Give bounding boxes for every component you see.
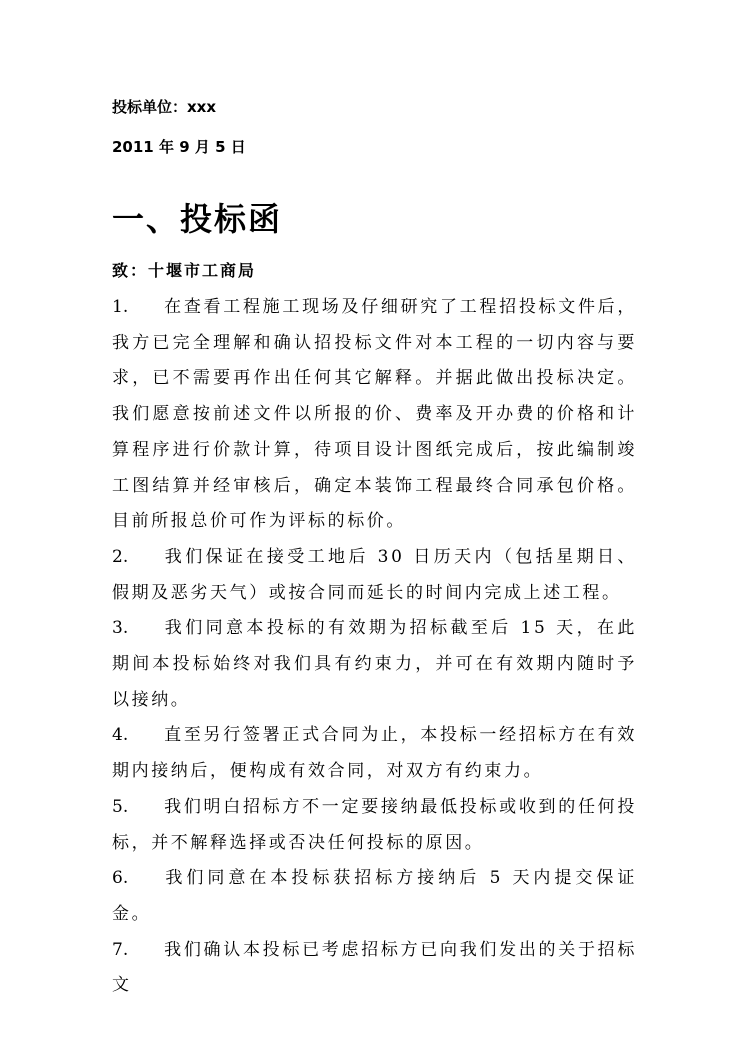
paragraph-number: 2.	[112, 546, 129, 567]
bidder-unit-line: 投标单位：xxx	[112, 98, 217, 116]
paragraph-2	[112, 540, 637, 611]
paragraph-1	[112, 290, 637, 540]
paragraph-4	[112, 718, 637, 789]
date-line: 2011 年 9 月 5 日	[112, 138, 246, 156]
paragraph-3	[112, 611, 637, 718]
paragraph-number: 7.	[112, 939, 129, 960]
paragraph-7	[112, 933, 637, 1004]
paragraph-number: 1.	[112, 297, 129, 317]
paragraph-text: 我们明白招标方不一定要接纳最低投标或收到的任何投标，并不解释选择或否决任何投标的原因。	[112, 796, 637, 853]
paragraph-text: 我们确认本投标已考虑招标方已向我们发出的关于招标文	[112, 939, 637, 996]
paragraph-text: 直至另行签署正式合同为止，本投标一经招标方在有效期内接纳后，便构成有效合同，对双方有约束力。	[112, 725, 637, 782]
paragraph-6	[112, 861, 637, 932]
paragraph-5	[112, 790, 637, 861]
paragraph-text: 在查看工程施工现场及仔细研究了工程招投标文件后，我方已完全理解和确认招投标文件对本工程的一切内容与要求，已不需要再作出任何其它解释。并据此做出投标决定。我们愿意按前述文件以所报的价、费率及开办费的价格和计算程序进行价款计算，待项目设计图纸完成后，按此编制竣工图结算并经审核后，确定本装饰工程最终合同承包价格。目前所报总价可作为评标的标价。	[112, 297, 637, 532]
addressee-line: 致：十堰市工商局	[112, 261, 257, 280]
letter-body	[112, 290, 637, 1004]
section-heading: 一、投标函	[112, 200, 283, 238]
paragraph-text: 我们同意本投标的有效期为招标截至后 15 天，在此期间本投标始终对我们具有约束力，并可在有效期内随时予以接纳。	[112, 618, 637, 710]
paragraph-number: 6.	[112, 868, 129, 889]
paragraph-text: 我们同意在本投标获招标方接纳后 5 天内提交保证金。	[112, 868, 637, 924]
paragraph-number: 4.	[112, 725, 129, 746]
paragraph-number: 3.	[112, 618, 129, 639]
paragraph-number: 5.	[112, 796, 129, 817]
paragraph-text: 我们保证在接受工地后 30 日历天内（包括星期日、假期及恶劣天气）或按合同而延长的时间内完成上述工程。	[112, 546, 637, 603]
